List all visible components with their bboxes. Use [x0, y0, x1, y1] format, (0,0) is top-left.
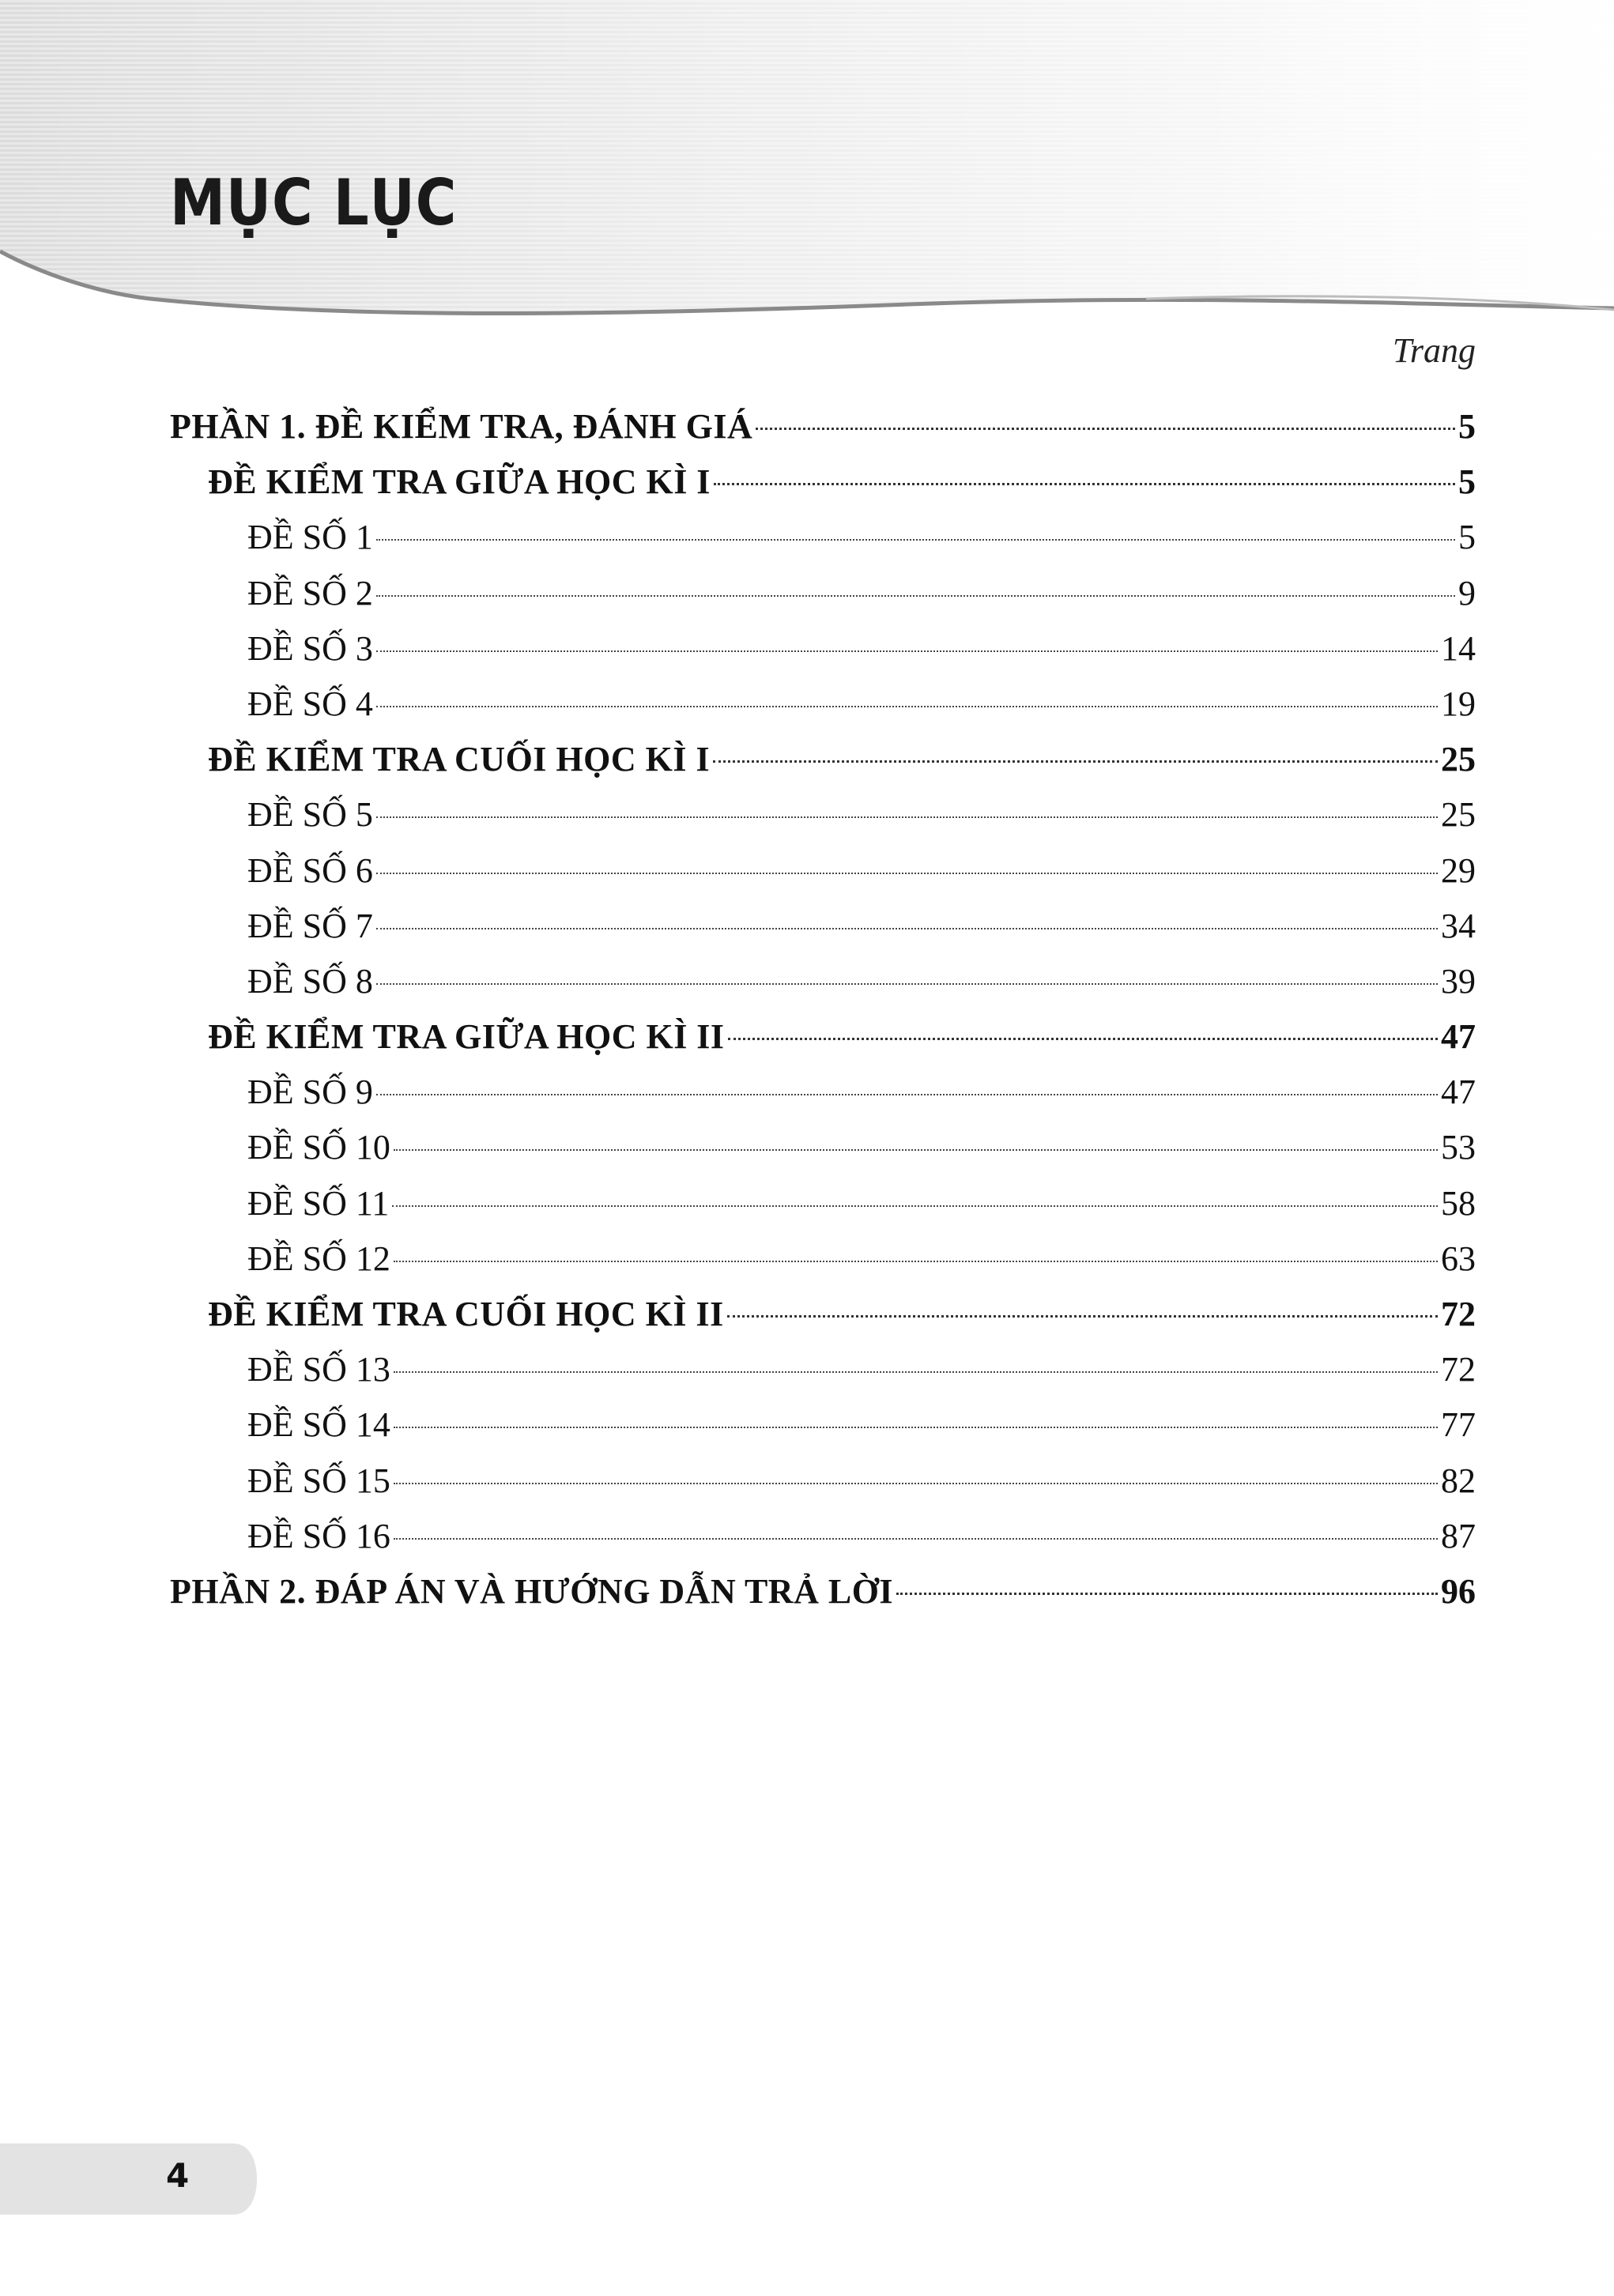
- toc-entry-exam[interactable]: [170, 677, 1476, 732]
- toc-entry-title: ĐỀ SỐ 14: [247, 1405, 390, 1445]
- toc-entry-page: 34: [1441, 906, 1476, 945]
- toc-entry-page: 47: [1441, 1073, 1476, 1112]
- toc-entry-title: ĐỀ SỐ 9: [247, 1073, 373, 1112]
- toc-entry-page: 5: [1458, 518, 1476, 557]
- page-title: MỤC LỤC: [170, 166, 458, 239]
- toc-entry-page: 53: [1441, 1128, 1476, 1167]
- toc-entry-exam[interactable]: [170, 787, 1476, 843]
- dot-leader: [376, 928, 1438, 929]
- toc-entry-title: ĐỀ SỐ 11: [247, 1183, 390, 1223]
- toc-entry-title: ĐỀ KIỂM TRA GIỮA HỌC KÌ II: [208, 1017, 725, 1057]
- toc-entry-page: 25: [1441, 740, 1476, 779]
- dot-leader: [394, 1427, 1438, 1428]
- toc-entry-exam[interactable]: [170, 621, 1476, 677]
- toc-entry-exam[interactable]: [170, 510, 1476, 565]
- toc-entry-exam[interactable]: [170, 1397, 1476, 1453]
- toc-entry-part-2[interactable]: [170, 1564, 1476, 1619]
- toc-entry-page: 72: [1441, 1295, 1476, 1333]
- toc-entry-title: ĐỀ SỐ 8: [247, 961, 373, 1001]
- toc-entry-section[interactable]: [170, 1287, 1476, 1342]
- toc-entry-section[interactable]: [170, 732, 1476, 787]
- toc-entry-title: ĐỀ KIỂM TRA CUỐI HỌC KÌ I: [208, 740, 711, 779]
- toc-entry-exam[interactable]: [170, 1065, 1476, 1120]
- toc-entry-page: 96: [1441, 1571, 1476, 1611]
- dot-leader: [727, 1315, 1438, 1318]
- dot-leader: [376, 873, 1438, 874]
- toc-entry-page: 72: [1441, 1350, 1476, 1389]
- toc-entry-title: ĐỀ SỐ 13: [247, 1350, 390, 1389]
- toc-entry-part-1[interactable]: [170, 399, 1476, 454]
- toc-entry-title: ĐỀ SỐ 16: [247, 1516, 390, 1555]
- dot-leader: [394, 1483, 1438, 1484]
- dot-leader: [896, 1593, 1438, 1595]
- toc-entry-exam[interactable]: [170, 1453, 1476, 1509]
- toc-entry-page: 58: [1441, 1183, 1476, 1223]
- dot-leader: [394, 1261, 1438, 1262]
- dot-leader: [756, 428, 1455, 430]
- toc-entry-section[interactable]: [170, 1009, 1476, 1065]
- dot-leader: [394, 1538, 1438, 1540]
- toc-entry-exam[interactable]: [170, 1342, 1476, 1397]
- toc-entry-exam[interactable]: [170, 899, 1476, 954]
- toc-entry-title: ĐỀ SỐ 6: [247, 850, 373, 890]
- toc-entry-title: ĐỀ KIỂM TRA GIỮA HỌC KÌ I: [208, 462, 711, 502]
- toc-entry-page: 5: [1458, 462, 1476, 502]
- toc-entry-title: PHẦN 2. ĐÁP ÁN VÀ HƯỚNG DẪN TRẢ LỜI: [170, 1571, 894, 1611]
- toc-entry-page: 82: [1441, 1461, 1476, 1500]
- toc-entry-exam[interactable]: [170, 1176, 1476, 1231]
- toc-entry-title: ĐỀ SỐ 12: [247, 1238, 390, 1278]
- dot-leader: [392, 1205, 1438, 1207]
- dot-leader: [376, 595, 1455, 597]
- toc-entry-exam[interactable]: [170, 566, 1476, 621]
- dot-leader: [376, 983, 1438, 985]
- dot-leader: [713, 760, 1438, 763]
- dot-leader: [394, 1371, 1438, 1373]
- toc-entry-exam[interactable]: [170, 843, 1476, 899]
- toc-entry-exam[interactable]: [170, 1231, 1476, 1287]
- toc-entry-title: PHẦN 1. ĐỀ KIỂM TRA, ĐÁNH GIÁ: [170, 407, 753, 446]
- table-of-contents: [170, 399, 1476, 1619]
- page-number: 4: [166, 2156, 190, 2195]
- toc-entry-title: ĐỀ SỐ 3: [247, 628, 373, 668]
- toc-entry-page: 14: [1441, 628, 1476, 668]
- dot-leader: [714, 483, 1455, 485]
- page-number-tab: [0, 2143, 257, 2215]
- dot-leader: [394, 1149, 1438, 1151]
- toc-entry-title: ĐỀ SỐ 4: [247, 684, 373, 723]
- toc-entry-page: 5: [1458, 407, 1476, 446]
- toc-entry-page: 63: [1441, 1238, 1476, 1278]
- toc-entry-title: ĐỀ SỐ 1: [247, 518, 373, 557]
- toc-entry-page: 47: [1441, 1017, 1476, 1057]
- toc-entry-title: ĐỀ SỐ 2: [247, 573, 373, 613]
- toc-entry-page: 19: [1441, 684, 1476, 723]
- dot-leader: [376, 650, 1438, 652]
- toc-entry-page: 9: [1458, 573, 1476, 613]
- toc-entry-title: ĐỀ KIỂM TRA CUỐI HỌC KÌ II: [208, 1295, 724, 1333]
- dot-leader: [376, 539, 1455, 541]
- toc-entry-page: 87: [1441, 1516, 1476, 1555]
- toc-entry-title: ĐỀ SỐ 5: [247, 795, 373, 835]
- dot-leader: [728, 1038, 1438, 1040]
- toc-entry-title: ĐỀ SỐ 10: [247, 1128, 390, 1167]
- toc-entry-page: 77: [1441, 1405, 1476, 1445]
- dot-leader: [376, 1094, 1438, 1095]
- toc-entry-section[interactable]: [170, 454, 1476, 510]
- toc-entry-page: 39: [1441, 961, 1476, 1001]
- toc-entry-page: 29: [1441, 850, 1476, 890]
- dot-leader: [376, 706, 1438, 707]
- toc-entry-exam[interactable]: [170, 1509, 1476, 1564]
- toc-entry-exam[interactable]: [170, 954, 1476, 1009]
- page-column-label: Trang: [1392, 331, 1476, 370]
- toc-entry-page: 25: [1441, 795, 1476, 835]
- toc-entry-title: ĐỀ SỐ 7: [247, 906, 373, 945]
- toc-entry-title: ĐỀ SỐ 15: [247, 1461, 390, 1500]
- dot-leader: [376, 816, 1438, 818]
- toc-entry-exam[interactable]: [170, 1120, 1476, 1175]
